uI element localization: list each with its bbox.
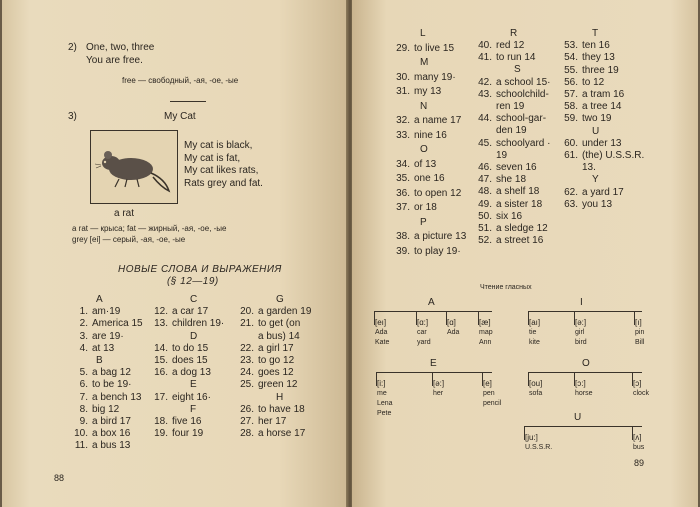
vocab-entry [238,416,286,427]
entry-text: to live 15 [414,42,455,54]
letter-heading: C [190,294,198,305]
rat-icon [91,131,177,203]
entry-number: 49. [478,198,492,210]
vocab-entry [152,343,208,354]
entry-text: eight 16· [172,391,211,403]
entry-text: they 13 [582,52,615,64]
vocab-entry [562,89,624,100]
vocab-entry [238,404,305,415]
vocab-entry [72,331,124,342]
vocab-entry [238,367,294,378]
entry-number: 8. [79,403,88,415]
vocab-entry [562,52,615,63]
letter-heading: Y [592,174,599,186]
vocab-entry [72,379,131,390]
example-word: Pete [377,410,392,417]
ipa-symbol: [ı] [635,318,642,327]
entry-text: you 13 [582,198,613,210]
entry-number: 59. [564,113,578,125]
letter-heading: T [592,28,599,39]
example-word: girl [575,329,585,336]
ipa-symbol: [i:] [377,379,386,388]
ipa-symbol: [ju:] [525,433,538,442]
page-number: 89 [634,458,645,468]
entry-text: red 12 [496,40,525,51]
letter-heading: R [510,28,518,39]
vocabulary-subheading: (§ 12—19) [167,276,219,287]
vocab-entry [562,187,624,198]
letter-heading: N [420,100,428,112]
entry-text: a dog 13 [172,367,211,379]
page-number: 88 [54,473,65,483]
vocab-entry [72,440,130,451]
vocabulary-heading: НОВЫЕ СЛОВА И ВЫРАЖЕНИЯ [118,264,282,275]
entry-text: green 12 [258,379,298,391]
entry-text: or 18 [414,202,437,213]
entry-text: at 13 [92,342,115,354]
vocab-entry [394,246,461,257]
example-word: pen [483,390,495,397]
vowel-letter: I [580,297,583,308]
gloss-free: free — свободный, -ая, -ое, -ые [122,76,239,85]
entry-text: big 12 [92,403,120,415]
vocab-entry [562,40,610,51]
bracket-line [374,311,492,312]
vocab-entry [394,173,445,184]
ipa-symbol: [ə:] [575,318,587,327]
entry-number: 17. [154,391,168,403]
entry-number: 60. [564,137,578,149]
entry-number: 51. [478,223,492,234]
entry-number: 35. [396,173,410,184]
vocab-entry [238,379,297,390]
vocab-entry [72,343,114,354]
example-word: bird [575,339,587,346]
example-word: clock [633,390,649,397]
ipa-symbol: [aı] [529,318,541,327]
section-2-line-1: One, two, three [86,42,155,53]
entry-number: 1. [79,306,88,318]
entry-number: 18. [154,416,168,427]
entry-number: 3. [79,330,88,342]
entry-text: a shelf 18 [496,186,540,198]
entry-number: 31. [396,86,410,97]
example-word: Ada [447,329,460,336]
vocab-entry [72,404,119,415]
entry-text: ten 16 [582,40,610,52]
entry-text: a bus 13 [92,440,131,452]
example-word: kite [529,339,540,346]
poem-line: My cat likes rats, [184,165,259,176]
vocab-entry [394,72,456,83]
poem-line: Rats grey and fat. [184,177,263,189]
letter-heading: H [276,391,284,403]
entry-number: 33. [396,129,410,141]
vowel-letter: O [582,358,590,369]
vocab-entry [152,367,211,378]
entry-number: 26. [240,403,254,415]
bracket-line [376,372,492,373]
vocab-entry [72,318,143,329]
entry-number: 20. [240,306,254,318]
entry-number: 5. [79,367,88,379]
ipa-symbol: [eı] [375,318,387,327]
vocab-entry [72,416,131,427]
vocab-entry [394,231,466,242]
letter-heading: E [190,379,197,391]
vocab-entry [476,52,535,63]
entry-text: a garden 19 [258,306,312,318]
entry-number: 38. [396,231,410,242]
example-word: map [479,329,493,336]
poem-title: My Cat [164,111,196,122]
vocab-entry [476,77,550,88]
vocab-entry [238,318,300,329]
image-caption: a rat [114,208,135,219]
example-word: bus [633,444,645,451]
example-word: Bill [635,339,645,346]
vocab-entry [476,101,524,112]
entry-text: children 19· [172,318,225,330]
entry-number: 55. [564,64,578,76]
entry-number: 29. [396,42,410,54]
entry-number: 25. [240,379,254,391]
bracket-line [528,311,642,312]
entry-number: 39. [396,245,410,257]
entry-text: a sister 18 [496,198,543,210]
entry-text: to get (on [258,318,301,330]
vocab-entry [476,138,550,149]
entry-text: goes 12 [258,367,294,379]
ipa-symbol: [ou] [529,379,543,388]
entry-text: my 13 [414,86,442,97]
entry-text: am·19 [92,306,121,318]
entry-text: six 16 [496,210,523,222]
letter-heading: P [420,216,427,228]
entry-text: ren 19 [496,101,525,112]
vocab-entry [394,188,461,199]
entry-number: 46. [478,162,492,173]
ipa-symbol: [ɑ] [447,318,456,327]
entry-text: seven 16 [496,162,537,173]
entry-text: three 19 [582,64,619,76]
vocab-entry [238,306,311,317]
vocab-entry [476,150,507,161]
entry-text: a bench 13 [92,391,142,403]
entry-number: 19. [154,428,168,440]
right-page [352,0,698,507]
vocab-entry [476,113,546,124]
vocab-entry [562,199,612,210]
entry-number: 47. [478,174,492,186]
section-2-number: 2) [68,42,77,53]
entry-text: to go 12 [258,355,295,366]
entry-number: 16. [154,367,168,379]
entry-text: a girl 17 [258,342,294,354]
entry-text: to do 15 [172,342,209,354]
bracket-line [524,426,642,427]
entry-number: 12. [154,306,168,318]
entry-number: 41. [478,52,492,64]
vocab-entry [476,211,522,222]
vocab-entry [394,130,447,141]
entry-text: (the) U.S.S.R. [582,150,645,161]
entry-number: 36. [396,187,410,199]
entry-number: 63. [564,198,578,210]
entry-number: 22. [240,342,254,354]
entry-text: she 18 [496,174,527,186]
example-word: U.S.S.R. [525,444,553,451]
vocab-entry [476,40,524,51]
vocab-entry [476,125,527,136]
bracket-line [528,372,642,373]
entry-text: nine 16 [414,129,447,141]
entry-text: America 15 [92,318,143,330]
vocab-entry [394,43,454,54]
vowel-letter: E [430,358,437,369]
vocab-entry [72,392,142,403]
vocab-entry [394,159,436,170]
example-word: horse [575,390,593,397]
divider [170,101,206,102]
entry-number: 56. [564,76,578,88]
entry-text: one 16 [414,173,445,184]
section-2-line-2: You are free. [86,55,143,66]
entry-number: 7. [79,391,88,403]
entry-text: a bird 17 [92,416,131,427]
entry-text: many 19· [414,71,456,83]
vocab-entry [562,162,596,173]
example-word: Kate [375,339,390,346]
ipa-symbol: [ʌ] [633,433,642,442]
entry-number: 10. [74,428,88,440]
vowel-letter: U [574,412,582,423]
vocab-entry [72,367,131,378]
entry-text: does 15 [172,355,208,366]
example-word: me [377,390,387,397]
entry-text: to have 18 [258,403,305,415]
vocab-entry [562,113,611,124]
entry-text: 19 [496,149,508,161]
entry-text: to open 12 [414,187,462,199]
entry-text: under 13 [582,137,622,149]
vocab-entry [476,199,542,210]
entry-text: five 16 [172,416,202,427]
entry-number: 14. [154,342,168,354]
entry-number: 4. [79,342,88,354]
entry-text: to play 19· [414,245,461,257]
entry-text: school-gar- [496,113,547,125]
vocab-entry [238,343,294,354]
entry-text: a car 17 [172,306,209,318]
ipa-symbol: [æ] [479,318,491,327]
vocab-entry [476,174,526,185]
entry-number: 2. [79,318,88,330]
example-word: pin [635,329,645,336]
section-3-number: 3) [68,111,77,122]
entry-number: 53. [564,40,578,52]
entry-number: 62. [564,186,578,198]
vocab-entry [394,86,441,97]
entry-number: 48. [478,186,492,198]
letter-heading: A [96,294,103,305]
entry-text: a bag 12 [92,367,131,379]
vowels-title: Чтение гласных [480,284,532,291]
entry-number: 34. [396,158,410,170]
example-word: sofa [529,390,543,397]
poem-line: My cat is black, [184,140,253,151]
poem [184,140,263,190]
entry-number: 45. [478,137,492,149]
example-word: Ann [479,339,492,346]
entry-text: of 13 [414,158,437,170]
vocab-entry [562,65,619,76]
example-word: yard [417,339,431,346]
letter-heading: G [276,294,284,305]
vocab-entry [72,428,130,439]
entry-text: a school 15· [496,76,551,88]
vocab-entry [476,162,537,173]
entry-text: are 19· [92,330,124,342]
entry-text: a tree 14 [582,101,622,113]
vocab-entry [476,186,539,197]
entry-number: 13. [154,318,168,330]
entry-text: a yard 17 [582,186,624,198]
entry-text: schoolyard · [496,137,551,149]
vocab-entry [238,331,300,342]
entry-number: 15. [154,355,168,366]
entry-number: 43. [478,88,492,100]
vocab-entry [72,306,120,317]
entry-text: two 19 [582,113,612,125]
letter-heading: M [420,57,429,68]
entry-text: a picture 13 [414,231,467,242]
entry-text: 13. [582,162,596,174]
ipa-symbol: [ɔ] [633,379,642,388]
entry-text: a street 16 [496,235,544,247]
entry-number: 44. [478,113,492,125]
entry-text: a sledge 12 [496,223,548,234]
example-word: pencil [483,400,502,407]
entry-text: a name 17 [414,115,462,126]
ipa-symbol: [ɔ:] [575,379,586,388]
vocab-entry [476,89,549,100]
entry-number: 27. [240,416,254,427]
entry-text: a box 16 [92,428,131,440]
entry-text: to be 19· [92,379,132,391]
letter-heading: F [190,403,197,415]
entry-number: 54. [564,52,578,64]
rat-illustration [90,130,178,204]
gloss-grey: grey [ei] — серый, -ая, -ое, -ые [72,235,186,244]
vocab-entry [152,392,211,403]
ipa-symbol: [ɑ:] [417,318,429,327]
entry-number: 50. [478,210,492,222]
entry-number: 9. [79,416,88,427]
entry-text: a tram 16 [582,89,625,100]
entry-number: 24. [240,367,254,379]
entry-text: four 19 [172,428,204,440]
entry-number: 30. [396,71,410,83]
letter-heading: O [420,144,428,155]
vocab-entry [152,306,208,317]
vocab-entry [238,428,305,439]
entry-number: 57. [564,89,578,100]
entry-number: 37. [396,202,410,213]
vocab-entry [394,202,437,213]
entry-number: 23. [240,355,254,366]
entry-number: 58. [564,101,578,113]
vocab-entry [238,355,294,366]
example-word: car [417,329,427,336]
vocab-entry [562,101,621,112]
letter-heading: D [190,330,198,342]
entry-text: to run 14 [496,52,536,64]
entry-text: den 19 [496,125,527,137]
vocab-entry [152,428,203,439]
entry-number: 6. [79,379,88,391]
entry-number: 28. [240,428,254,440]
vocab-entry [152,416,201,427]
letter-heading: L [420,28,426,39]
entry-text: schoolchild- [496,88,549,100]
example-word: Lena [377,400,393,407]
left-page [2,0,348,507]
ipa-symbol: [ə:] [433,379,445,388]
vocab-entry [152,355,208,366]
letter-heading: S [514,64,521,76]
vocab-entry [562,138,621,149]
example-word: Ada [375,329,388,336]
ipa-symbol: [e] [483,379,492,388]
vocab-entry [562,77,604,88]
vocab-entry [152,318,224,329]
entry-number: 11. [74,440,88,452]
example-word: tie [529,329,537,336]
entry-number: 42. [478,76,492,88]
entry-text: a bus) 14 [258,330,300,342]
entry-number: 61. [564,150,578,161]
letter-heading: U [592,125,600,137]
entry-text: to 12 [582,76,605,88]
entry-number: 32. [396,115,410,126]
gloss-rat: a rat — крыса; fat — жирный, -ая, -ое, -ые [72,224,227,233]
vocab-entry [394,115,461,126]
entry-number: 21. [240,318,254,330]
vocab-entry [562,150,644,161]
entry-text: her 17 [258,416,287,427]
entry-number: 52. [478,235,492,247]
example-word: her [433,390,444,397]
poem-line: My cat is fat, [184,152,241,164]
vocab-entry [476,235,543,246]
entry-text: a horse 17 [258,428,306,440]
vowel-letter: A [428,297,435,308]
entry-number: 40. [478,40,492,51]
letter-heading: B [96,355,103,366]
vocab-entry [476,223,548,234]
